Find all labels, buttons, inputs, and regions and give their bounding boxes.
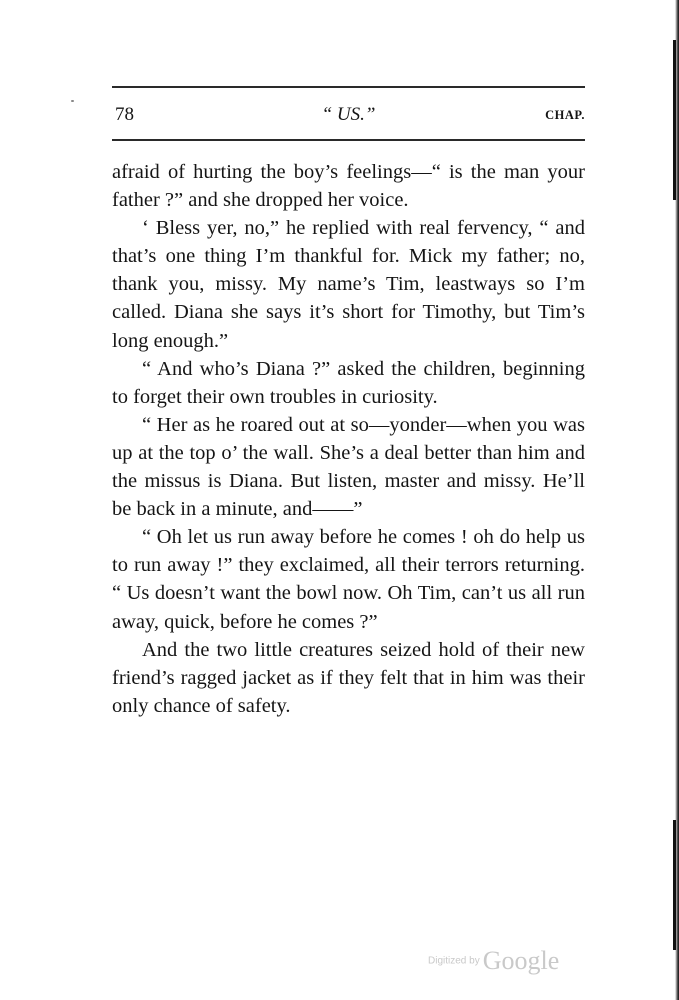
body-text bbox=[112, 158, 585, 720]
header-top-rule bbox=[112, 86, 585, 88]
scan-edge-mark bbox=[673, 40, 676, 200]
scan-speck bbox=[71, 100, 74, 102]
digitized-watermark bbox=[428, 946, 559, 976]
paragraph: “ Her as he roared out at so—yonder—when you was up at the top o’ the wall. She’s a deal better than him and the missus is Diana. But listen, master and missy. He’ll be back in a minute, and——” bbox=[112, 413, 585, 521]
paragraph: And the two little creatures seized hold of their new friend’s ragged jacket as if they felt that in him was their only chance of safety. bbox=[112, 638, 585, 717]
running-title: “ US.” bbox=[321, 104, 376, 125]
page-header bbox=[112, 102, 585, 128]
page-number: 78 bbox=[115, 104, 134, 125]
scan-edge-mark bbox=[673, 820, 676, 950]
chapter-label: CHAP. bbox=[545, 108, 585, 122]
google-logo: Google bbox=[482, 946, 560, 975]
header-bottom-rule bbox=[112, 139, 585, 141]
digitized-label: Digitized by bbox=[428, 955, 480, 967]
paragraph: “ Oh let us run away before he comes ! oh do help us to run away !” they exclaimed, all their terrors returning. “ Us doesn’t want the bowl now. Oh Tim, can’t us all run away, quick, before he comes ?” bbox=[112, 526, 585, 633]
paragraph-continued: afraid of hurting the boy’s feelings—“ is the man your father ?” and she dropped her voice. bbox=[112, 161, 585, 212]
paragraph: “ And who’s Diana ?” asked the children, beginning to forget their own troubles in curiosity. bbox=[112, 357, 585, 408]
paragraph: ‘ Bless yer, no,” he replied with real fervency, “ and that’s one thing I’m thankful for. Mick my father; no, thank you, missy. My name’s Tim, leastways so I’m called. Diana she says it’s short for Timothy, but Tim’s long enough.” bbox=[112, 217, 585, 352]
